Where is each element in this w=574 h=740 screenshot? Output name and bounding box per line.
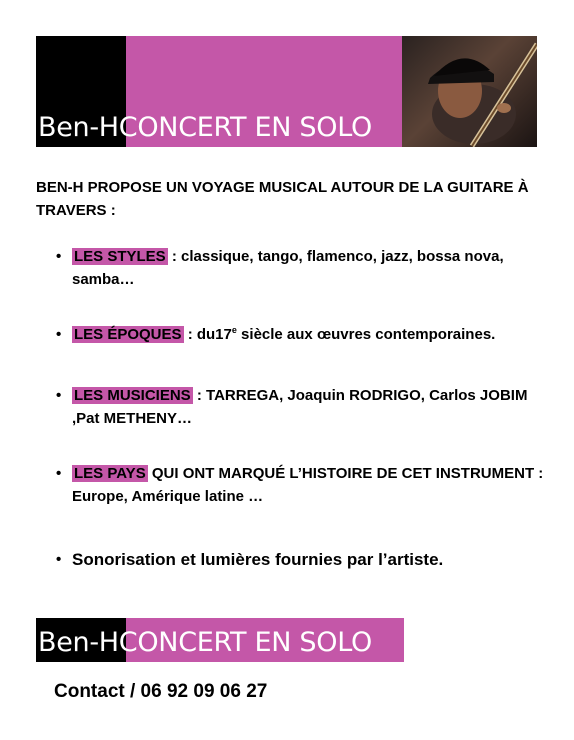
list-item-note [56,548,556,571]
note-text: Sonorisation et lumières fournies par l’artiste. [72,550,444,569]
contact-info: Contact / 06 92 09 06 27 [54,681,268,702]
topic-text: QUI ONT MARQUÉ L’HISTOIRE DE CET INSTRUMENT : Europe, Amérique latine … [72,465,544,505]
footer-concert-title: CONCERT EN SOLO [118,627,372,658]
bullet-icon: • [56,465,62,482]
topic-label: LES PAYS [74,465,146,482]
footer-name: Ben-H [38,627,119,658]
footer-banner [36,618,404,662]
list-item-styles [56,245,556,291]
bullet-icon: • [56,248,62,265]
topic-label: LES ÉPOQUES [74,326,182,343]
intro-text: BEN-H PROPOSE UN VOYAGE MUSICAL AUTOUR DE LA GUITARE À TRAVERS : [36,179,529,219]
topic-superscript: e [231,325,237,335]
topic-text: : du17 [183,326,232,343]
topics-list [56,245,556,603]
topic-label: LES STYLES [74,248,166,265]
header-banner [36,36,537,147]
bullet-icon: • [56,326,62,343]
bullet-icon: • [56,551,62,568]
guitarist-illustration [402,36,537,147]
bullet-icon: • [56,387,62,404]
guitarist-photo [402,36,537,147]
header-title [38,112,372,143]
topic-label: LES MUSICIENS [74,387,191,404]
topic-text: : TARREGA, Joaquin RODRIGO, Carlos JOBIM ,Pat METHENY… [72,387,528,427]
list-item-epoques [56,323,556,346]
footer-title [38,627,372,658]
topic-text-end: siècle aux œuvres contemporaines. [236,326,496,343]
list-item-musiciens [56,384,556,430]
list-item-pays [56,462,556,508]
header-name: Ben-H [38,112,119,143]
topic-text: : classique, tango, flamenco, jazz, bossa nova, samba… [72,248,504,288]
header-concert-title: CONCERT EN SOLO [118,112,372,143]
